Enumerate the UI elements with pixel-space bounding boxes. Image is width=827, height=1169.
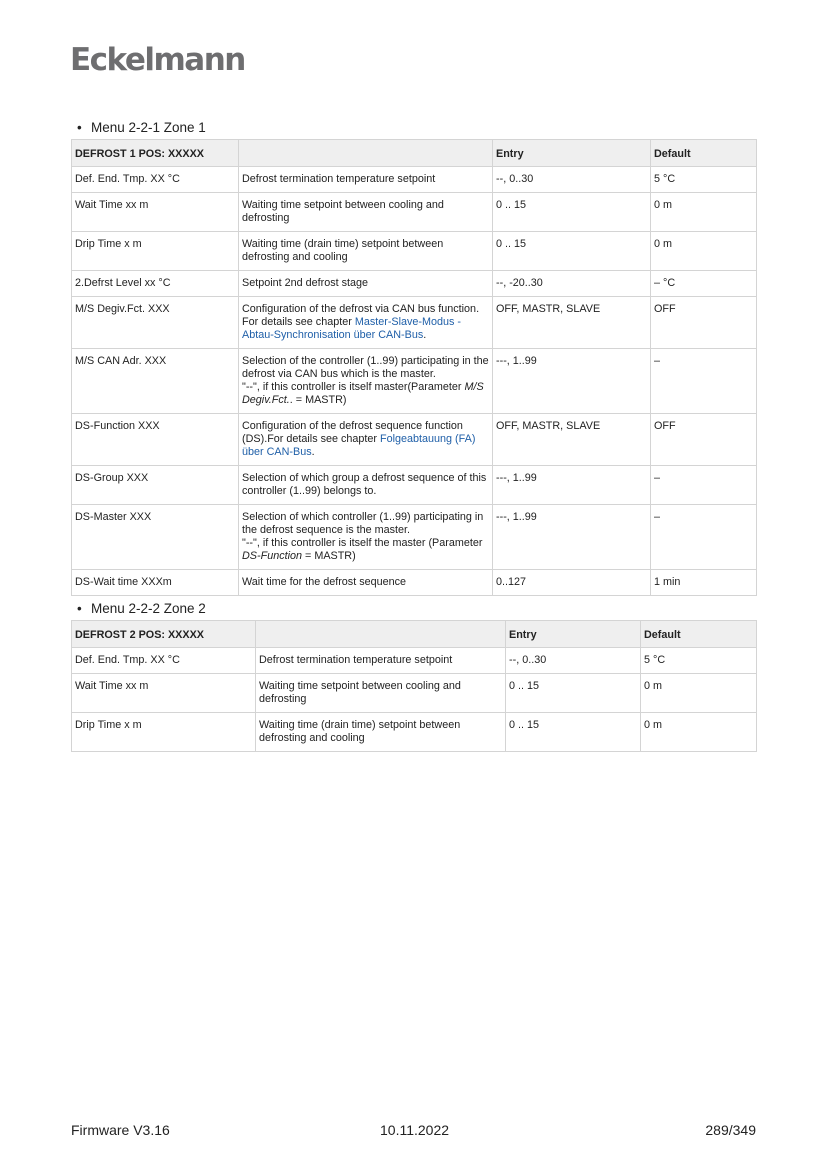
entry-cell: ---, 1..99 [493,505,651,570]
table-row [72,349,757,414]
entry-cell: 0 .. 15 [506,713,641,752]
entry-cell: OFF, MASTR, SLAVE [493,414,651,466]
table-row [72,297,757,349]
entry-cell: OFF, MASTR, SLAVE [493,297,651,349]
default-cell: – °C [651,271,757,297]
default-cell: 0 m [651,232,757,271]
desc-text: Selection of the controller (1..99) participating in the defrost via CAN bus which is the master. [242,355,489,380]
header-cell: Entry [493,140,651,167]
desc-text: . = MASTR) [289,394,347,406]
footer-page-number: 289/349 [705,1122,756,1138]
default-cell: – [651,349,757,414]
default-cell: 0 m [641,674,757,713]
table-row [72,271,757,297]
param-cell: Def. End. Tmp. XX °C [72,167,239,193]
param-cell: Wait Time xx m [72,193,239,232]
param-cell: Drip Time x m [72,232,239,271]
desc-cell: Defrost termination temperature setpoint [239,167,493,193]
desc-cell: Waiting time (drain time) setpoint between defrosting and cooling [256,713,506,752]
default-cell: OFF [651,414,757,466]
table-row [72,570,757,596]
header-cell: Default [641,621,757,648]
desc-text: "--", if this controller is itself the master (Parameter [242,537,483,549]
desc-text: Selection of which controller (1..99) participating in the defrost sequence is the master. [242,511,484,536]
zone1-heading [77,120,206,135]
desc-cell: Setpoint 2nd defrost stage [239,271,493,297]
param-cell: DS-Wait time XXXm [72,570,239,596]
bullet-icon: • [77,120,82,135]
entry-cell: 0 .. 15 [493,232,651,271]
entry-cell: --, 0..30 [493,167,651,193]
desc-text: Configuration of the defrost sequence function (DS).For details see chapter [242,420,463,445]
default-cell: 0 m [651,193,757,232]
table-row [72,414,757,466]
header-cell: DEFROST 2 POS: XXXXX [72,621,256,648]
desc-cell [239,349,493,414]
header-cell: Default [651,140,757,167]
param-cell: M/S Degiv.Fct. XXX [72,297,239,349]
header-cell: Entry [506,621,641,648]
desc-cell [239,414,493,466]
eckelmann-logo: Eckelmann [70,42,245,78]
header-cell: DEFROST 1 POS: XXXXX [72,140,239,167]
param-name-italic: DS-Function [242,550,303,562]
desc-text: . [423,329,427,341]
default-cell: 5 °C [641,648,757,674]
default-cell: – [651,466,757,505]
entry-cell: --, -20..30 [493,271,651,297]
default-cell: 5 °C [651,167,757,193]
entry-cell: 0..127 [493,570,651,596]
desc-cell: Waiting time setpoint between cooling and defrosting [239,193,493,232]
table-row [72,505,757,570]
table-row [72,648,757,674]
table-row [72,713,757,752]
zone2-heading [77,601,206,616]
zone2-heading-text: Menu 2-2-2 Zone 2 [91,601,206,616]
param-cell: Def. End. Tmp. XX °C [72,648,256,674]
param-cell: 2.Defrst Level xx °C [72,271,239,297]
entry-cell: ---, 1..99 [493,349,651,414]
desc-cell: Wait time for the defrost sequence [239,570,493,596]
chapter-link-master-slave[interactable]: Master-Slave-Modus - Abtau-Synchronisation über CAN-Bus [242,316,462,341]
zone1-heading-text: Menu 2-2-1 Zone 1 [91,120,206,135]
entry-cell: --, 0..30 [506,648,641,674]
default-cell: OFF [651,297,757,349]
entry-cell: ---, 1..99 [493,466,651,505]
bullet-icon: • [77,601,82,616]
footer-firmware: Firmware V3.16 [71,1122,170,1138]
param-cell: DS-Group XXX [72,466,239,505]
footer-date: 10.11.2022 [380,1122,450,1138]
desc-cell [239,505,493,570]
desc-cell: Defrost termination temperature setpoint [256,648,506,674]
param-cell: Wait Time xx m [72,674,256,713]
default-cell: 0 m [641,713,757,752]
entry-cell: 0 .. 15 [506,674,641,713]
table-row [72,167,757,193]
zone1-table [71,139,757,596]
param-cell: DS-Master XXX [72,505,239,570]
desc-text: = MASTR) [302,550,356,562]
table-row [72,466,757,505]
zone2-table [71,620,757,752]
table-header-row [72,621,757,648]
desc-text: . [311,446,315,458]
param-cell: Drip Time x m [72,713,256,752]
param-cell: M/S CAN Adr. XXX [72,349,239,414]
desc-cell: Waiting time setpoint between cooling and defrosting [256,674,506,713]
param-cell: DS-Function XXX [72,414,239,466]
table-row [72,232,757,271]
desc-text: "--", if this controller is itself master(Parameter [242,381,465,393]
header-cell [256,621,506,648]
default-cell: – [651,505,757,570]
param-name-italic: M/S Degiv.Fct. [242,381,484,406]
table-row [72,193,757,232]
header-cell [239,140,493,167]
chapter-link-folgeabtauung[interactable]: Folgeabtauung (FA) über CAN-Bus [242,433,476,458]
desc-cell: Selection of which group a defrost sequence of this controller (1..99) belongs to. [239,466,493,505]
desc-text: Configuration of the defrost via CAN bus function. For details see chapter [242,303,480,328]
desc-cell [239,297,493,349]
entry-cell: 0 .. 15 [493,193,651,232]
desc-cell: Waiting time (drain time) setpoint between defrosting and cooling [239,232,493,271]
default-cell: 1 min [651,570,757,596]
table-header-row [72,140,757,167]
table-row [72,674,757,713]
